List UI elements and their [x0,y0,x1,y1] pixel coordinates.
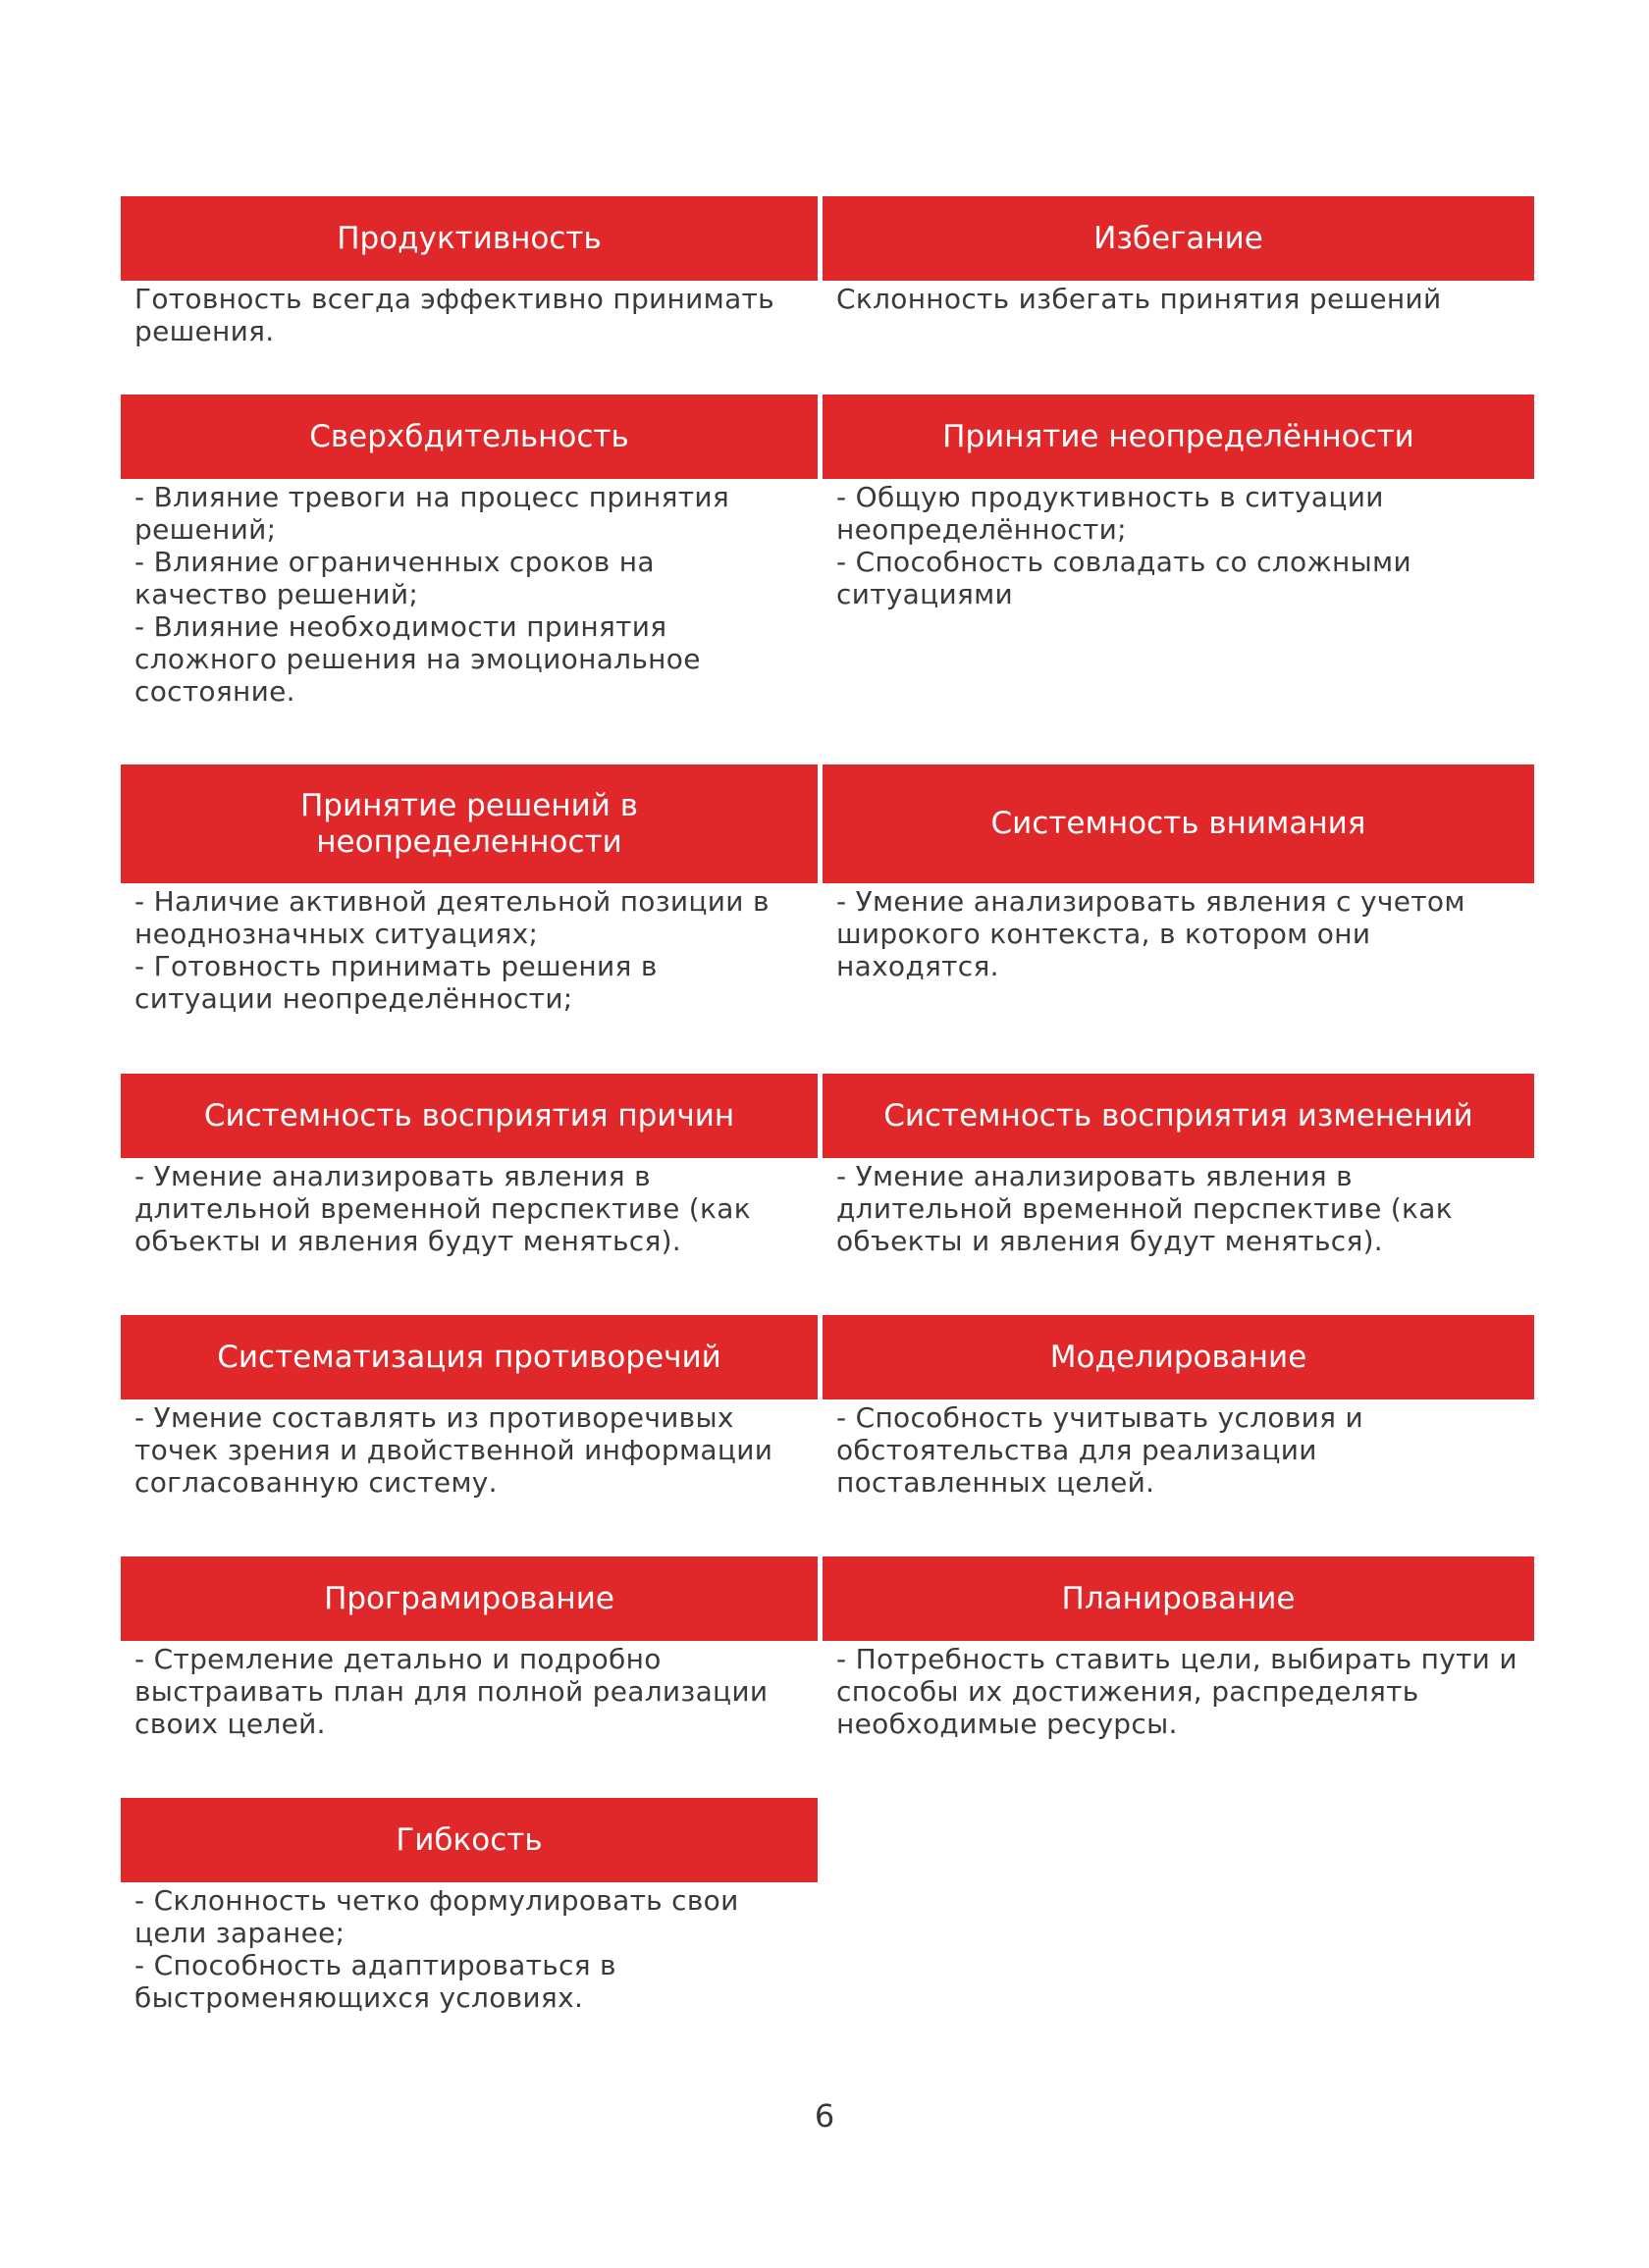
scale-header [823,395,1534,479]
scale-cell [121,395,818,743]
description-line: длительной временной перспективе (как [836,1192,1453,1225]
description-line: Склонность избегать принятия решений [836,283,1442,315]
scale-header [823,1315,1534,1399]
scale-description [823,883,1534,982]
description-line: - Стремление детально и подробно [134,1643,662,1675]
scales-row [121,196,1534,373]
scale-title: Избегание [1093,220,1263,256]
description-line: Готовность всегда эффективно принимать [134,283,774,315]
scale-title: Продуктивность [337,220,602,256]
description-line: - Влияние необходимости принятия [134,610,667,643]
description-line: решения. [134,315,275,347]
description-line: точек зрения и двойственной информации [134,1434,773,1466]
description-line: длительной временной перспективе (как [134,1192,751,1225]
description-line: объекты и явления будут меняться). [134,1225,682,1257]
scale-title: Системность восприятия причин [203,1097,735,1134]
scale-cell [121,1315,818,1535]
description-line: - Умение анализировать явления с учетом [836,885,1465,918]
page-number: 6 [814,2097,835,2135]
scales-row [121,1798,1534,2014]
description-line: - Способность учитывать условия и [836,1401,1363,1434]
scale-description [121,883,818,1052]
scale-title: Принятие решений в неопределенности [299,787,639,860]
scale-title: Системность внимания [990,806,1366,841]
scale-title: Принятие неопределённости [942,418,1414,454]
scales-row [121,1556,1534,1776]
scale-header [121,395,818,479]
scale-cell [823,395,1534,743]
scale-header [121,1798,818,1882]
description-line: состояние. [134,675,295,708]
scale-description [823,479,1534,610]
scale-cell [823,765,1534,1052]
scales-row [121,395,1534,743]
description-line: поставленных целей. [836,1466,1155,1499]
description-line: ситуациями [836,578,1014,610]
scale-title: Систематизация противоречий [217,1339,721,1375]
description-line: - Умение анализировать явления в [134,1160,651,1192]
scale-description [121,281,818,373]
scale-description [121,479,818,743]
scale-header [823,765,1534,883]
description-line: выстраивать план для полной реализации [134,1675,769,1708]
scale-description [823,281,1534,315]
description-line: согласованную систему. [134,1466,498,1499]
scale-description [823,1158,1534,1257]
scale-cell [823,196,1534,373]
scale-header [823,196,1534,281]
scale-description [121,1158,818,1293]
description-line: неоднозначных ситуациях; [134,918,539,950]
scales-grid [121,196,1534,2035]
description-line: - Умение анализировать явления в [836,1160,1353,1192]
description-line: неопределённости; [836,513,1127,546]
scale-description [823,1641,1534,1740]
scale-description [823,1399,1534,1499]
description-line: - Способность адаптироваться в [134,1949,616,1981]
scale-cell [121,765,818,1052]
description-line: сложного решения на эмоциональное [134,643,701,675]
description-line: качество решений; [134,578,419,610]
description-line: находятся. [836,950,999,982]
scale-header [823,1074,1534,1158]
description-line: быстроменяющихся условиях. [134,1981,584,2014]
description-line: цели заранее; [134,1917,346,1949]
description-line: - Склонность четко формулировать свои [134,1884,739,1917]
description-line: способы их достижения, распределять [836,1675,1419,1708]
scale-description [121,1641,818,1776]
description-line: решений; [134,513,277,546]
description-line: - Влияние тревоги на процесс принятия [134,481,729,513]
description-line: обстоятельства для реализации [836,1434,1317,1466]
scale-title: Системность восприятия изменений [883,1097,1473,1134]
scale-cell [823,1315,1534,1535]
description-line: объекты и явления будут меняться). [836,1225,1384,1257]
description-line: - Влияние ограниченных сроков на [134,546,655,578]
scale-cell [121,1074,818,1293]
description-line: своих целей. [134,1708,326,1740]
scale-cell [823,1556,1534,1776]
description-line: - Потребность ставить цели, выбирать пути и [836,1643,1517,1675]
description-line: - Общую продуктивность в ситуации [836,481,1384,513]
scale-header [121,1556,818,1641]
scale-title: Сверхбдительность [309,418,629,454]
scale-header [121,196,818,281]
scale-header [823,1556,1534,1641]
scale-title: Планирование [1061,1580,1296,1616]
description-line: ситуации неопределённости; [134,982,573,1015]
scale-cell [121,1798,818,2014]
scale-header [121,765,818,883]
scales-row [121,1074,1534,1293]
scale-description [121,1882,818,2014]
scale-header [121,1074,818,1158]
scale-title: Моделирование [1049,1339,1307,1375]
description-line: - Наличие активной деятельной позиции в [134,885,770,918]
description-line: - Способность совладать со сложными [836,546,1411,578]
description-line: - Готовность принимать решения в [134,950,658,982]
scale-title: Гибкость [396,1821,543,1858]
scales-row [121,1315,1534,1535]
scales-row [121,765,1534,1052]
scale-cell [121,1556,818,1776]
scale-cell [823,1074,1534,1293]
scale-description [121,1399,818,1535]
description-line: - Умение составлять из противоречивых [134,1401,734,1434]
scale-title: Програмирование [324,1580,614,1616]
scale-header [121,1315,818,1399]
description-line: необходимые ресурсы. [836,1708,1178,1740]
description-line: широкого контекста, в котором они [836,918,1371,950]
scale-cell [121,196,818,373]
